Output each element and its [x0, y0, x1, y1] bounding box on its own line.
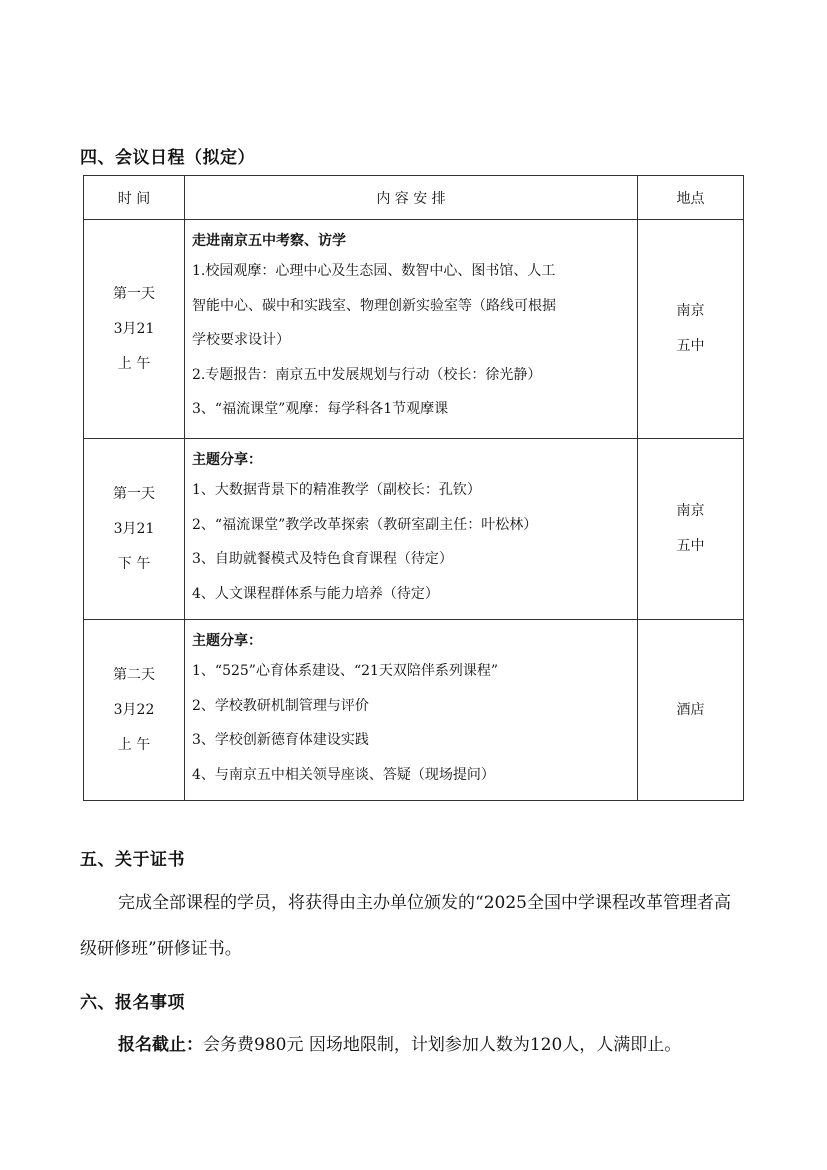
content-line: 2.专题报告：南京五中发展规划与行动（校长：徐光静）: [192, 366, 542, 383]
header-content: 内 容 安 排: [185, 176, 638, 220]
section-4-heading: 四、会议日程（拟定）: [80, 148, 255, 168]
section-5-heading: 五、关于证书: [80, 850, 185, 870]
content-cell: [185, 620, 638, 801]
location-line: 五中: [676, 538, 705, 554]
certificate-paragraph: 完成全部课程的学员，将获得由主办单位颁发的“2025全国中学课程改革管理者高级研修班”研修证书。: [80, 893, 731, 959]
time-cell: [84, 439, 185, 620]
location-line: 五中: [676, 338, 705, 354]
section-6-heading: 六、报名事项: [80, 993, 185, 1013]
registration-body: 会务费980元 因场地限制，计划参加人数为120人，人满即止。: [203, 1035, 682, 1055]
table-row: [84, 620, 744, 801]
schedule-table: [83, 175, 744, 801]
header-time: 时 间: [84, 176, 185, 220]
location-line: 南京: [676, 503, 705, 519]
content-line: 智能中心、碳中和实践室、物理创新实验室等（路线可根据: [192, 297, 556, 314]
content-line: 4、与南京五中相关领导座谈、答疑（现场提问）: [192, 766, 495, 783]
content-line: 3、学校创新德育体建设实践: [192, 732, 369, 748]
time-cell: [84, 220, 185, 439]
content-line: 1.校园观摩：心理中心及生态园、数智中心、图书馆、人工: [192, 263, 556, 279]
date-label: 3月21: [113, 520, 155, 537]
date-label: 3月21: [113, 320, 155, 337]
content-line: 2、“福流课堂”教学改革探索（教研室副主任：叶松林）: [192, 516, 538, 533]
content-line: 1、“525”心育体系建设、“21天双陪伴系列课程”: [192, 663, 499, 679]
table-header-row: [84, 176, 744, 220]
content-title: 主题分享：: [192, 452, 262, 468]
registration-label: 报名截止：: [118, 1035, 203, 1055]
table-row: [84, 220, 744, 439]
header-location: 地点: [638, 176, 744, 220]
day-label: 第二天: [113, 666, 155, 683]
content-title: 主题分享：: [192, 633, 262, 649]
date-label: 3月22: [113, 701, 155, 718]
table-row: [84, 439, 744, 620]
content-line: 1、大数据背景下的精准教学（副校长：孔钦）: [192, 482, 481, 498]
content-line: 3、“福流课堂”观摩：每学科各1节观摩课: [192, 401, 449, 417]
registration-paragraph: [80, 1022, 745, 1068]
location-cell: [638, 220, 744, 439]
location-line: 酒店: [676, 701, 705, 718]
time-cell: [84, 620, 185, 801]
day-label: 第一天: [113, 485, 155, 502]
content-cell: [185, 220, 638, 439]
content-title: 走进南京五中考察、访学: [192, 233, 346, 249]
period-label: 上 午: [117, 355, 151, 372]
period-label: 下 午: [117, 555, 151, 572]
content-line: 学校要求设计）: [192, 332, 290, 348]
content-line: 4、人文课程群体系与能力培养（待定）: [192, 585, 439, 602]
location-cell: [638, 620, 744, 801]
location-cell: [638, 439, 744, 620]
location-line: 南京: [676, 303, 705, 319]
content-cell: [185, 439, 638, 620]
day-label: 第一天: [113, 285, 155, 302]
content-line: 2、学校教研机制管理与评价: [192, 697, 369, 714]
content-line: 3、自助就餐模式及特色食育课程（待定）: [192, 551, 453, 567]
period-label: 上 午: [117, 736, 151, 753]
